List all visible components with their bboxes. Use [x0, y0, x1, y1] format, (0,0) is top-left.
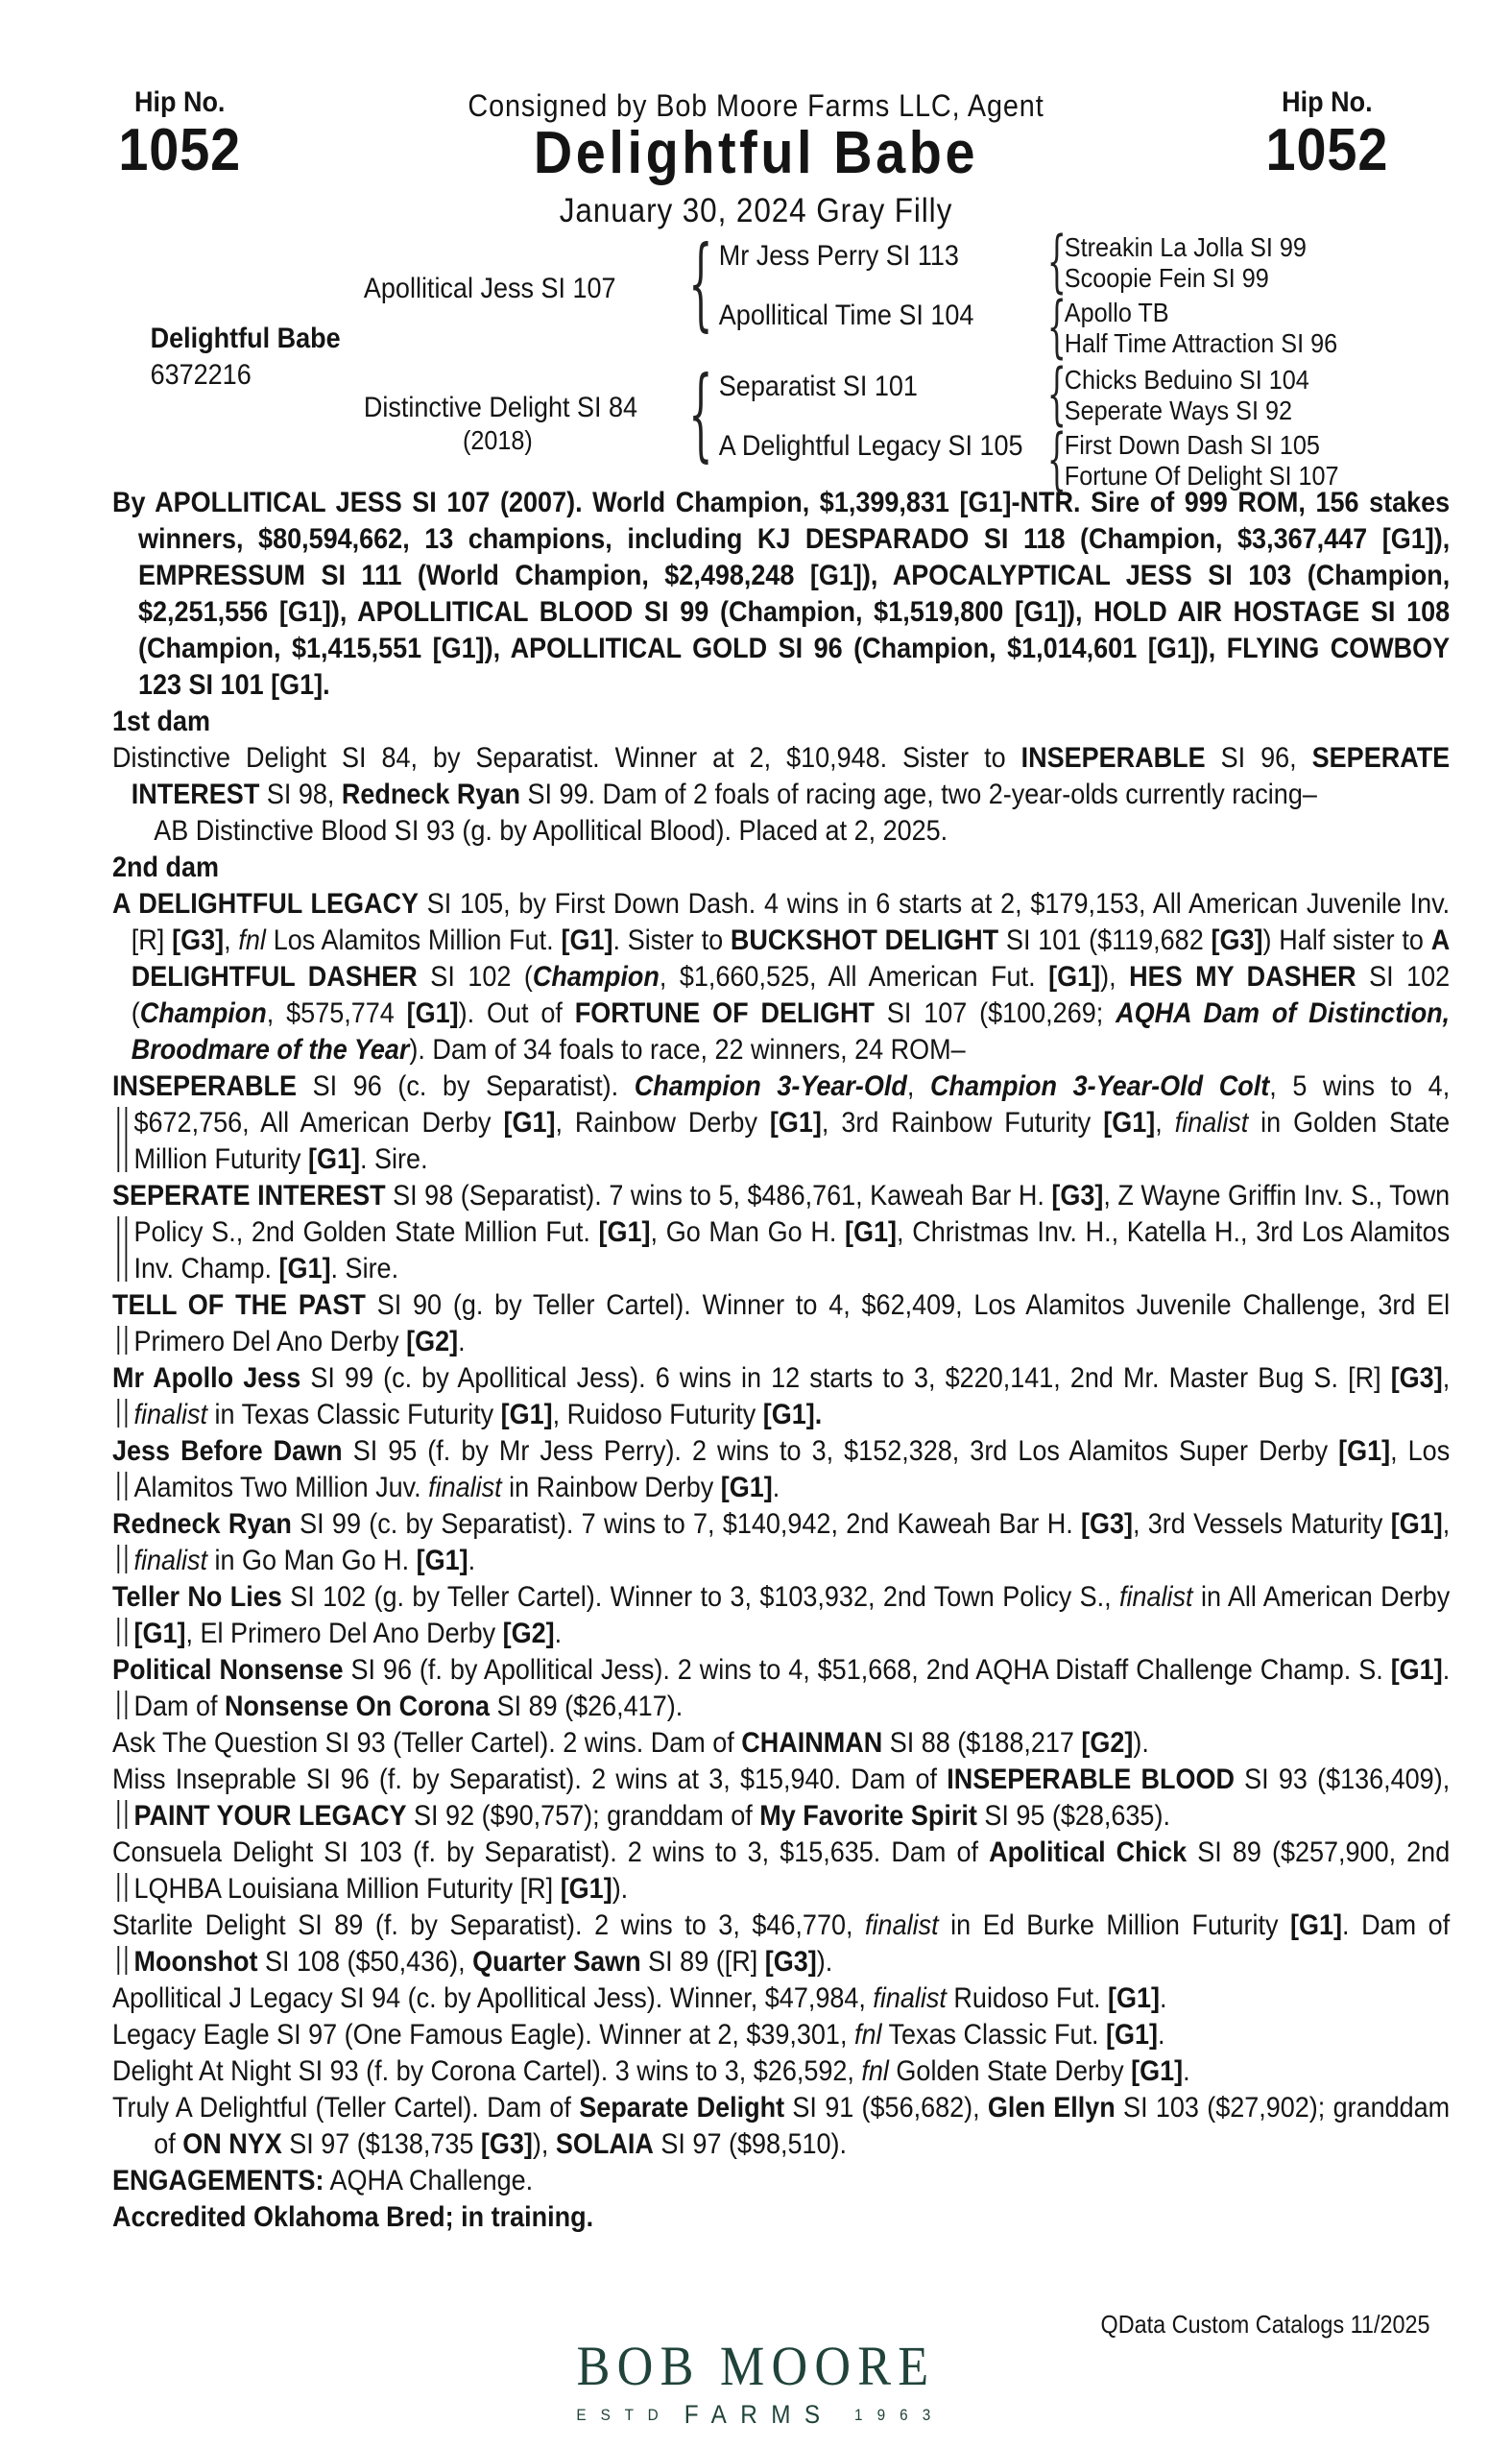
hip-label: Hip No.: [1282, 86, 1373, 118]
hip-number: 1052: [1265, 117, 1389, 183]
horse-name-title: Delightful Babe: [533, 120, 979, 186]
first-dam-heading: 1st dam: [112, 706, 211, 737]
pedigree-dam-dam: A Delightful Legacy SI 105: [718, 430, 1023, 462]
pedigree-dam-year: (2018): [462, 425, 533, 455]
first-dam-paragraph: Distinctive Delight SI 84, by Separatist. Winner at 2, $10,948. Sister to INSEPERABLE SI 96, SEPERATE INTEREST SI 98, Redneck Ryan SI 99. Dam of 2 foals of racing age, two 2-year-olds currently racing–: [112, 742, 1451, 810]
produce-record: INSEPERABLE SI 96 (c. by Separatist). Champion 3-Year-Old, Champion 3-Year-Old Colt, 5 wins to 4, $672,756, All American Derby [G1], Rainbow Derby [G1], 3rd Rainbow Futurity [G1], finalist in Golden State Million Futurity [G1]. Sire.: [112, 1068, 1450, 1178]
pedigree-dam-sire: Separatist SI 101: [718, 371, 918, 402]
pedigree-gen3-entry: Apollo TB: [1064, 298, 1169, 327]
second-dam-heading: 2nd dam: [112, 852, 220, 883]
pedigree-gen3-entry: Seperate Ways SI 92: [1064, 396, 1292, 425]
produce-record: SEPERATE INTEREST SI 98 (Separatist). 7 wins to 5, $486,761, Kaweah Bar H. [G3], Z Wayne Griffin Inv. S., Town Policy S., 2nd Golden State Million Fut. [G1], Go Man Go H. [G1], Christmas Inv. H., Katella H., 3rd Los Alamitos Inv. Champ. [G1]. Sire.: [112, 1178, 1450, 1287]
header-and-pedigree: [0, 0, 1512, 498]
produce-record: Ask The Question SI 93 (Teller Cartel). 2 wins. Dam of CHAINMAN SI 88 ($188,217 [G2]).: [112, 1725, 1450, 1762]
first-dam-foal-line: AB Distinctive Blood SI 93 (g. by Apollitical Blood). Placed at 2, 2025.: [154, 815, 948, 847]
pedigree-gen3-entry: First Down Dash SI 105: [1064, 430, 1320, 460]
foal-info-line: January 30, 2024 Gray Filly: [559, 192, 953, 229]
hip-label: Hip No.: [133, 86, 226, 118]
sire-summary-paragraph: By APOLLITICAL JESS SI 107 (2007). World Champion, $1,399,831 [G1]-NTR. Sire of 999 ROM, 156 stakes winners, $80,594,662, 13 champions, including KJ DESPARADO SI 118 (Champion, $3,367,447 [G1]), EMPRESSUM SI 111 (World Champion, $2,498,248 [G1]), APOCALYPTICAL JESS SI 103 (Champion, $2,251,556 [G1]), APOLLITICAL BLOOD SI 99 (Champion, $1,519,800 [G1]), HOLD AIR HOSTAGE SI 108 (Champion, $1,415,551 [G1]), APOLLITICAL GOLD SI 96 (Champion, $1,014,601 [G1]), FLYING COWBOY 123 SI 101 [G1].: [112, 487, 1451, 701]
consignor-line: Consigned by Bob Moore Farms LLC, Agent: [468, 88, 1044, 123]
catalog-body: [0, 485, 1512, 2236]
catalog-credit: QData Custom Catalogs 11/2025: [1100, 2310, 1430, 2339]
farm-logo-estd: E S T D: [576, 2405, 664, 2424]
produce-record: Apollitical J Legacy SI 94 (c. by Apollitical Jess). Winner, $47,984, finalist Ruidoso Fut. [G1].: [112, 1980, 1450, 2017]
pedigree-gen3-entry: Chicks Beduino SI 104: [1064, 365, 1309, 395]
registration-number: 6372216: [150, 359, 252, 391]
produce-record: Political Nonsense SI 96 (f. by Apollitical Jess). 2 wins to 4, $51,668, 2nd AQHA Distaff Challenge Champ. S. [G1]. Dam of Nonsense On Corona SI 89 ($26,417).: [112, 1652, 1450, 1725]
farm-logo-subline: [0, 2400, 1512, 2430]
pedigree-sire-dam: Apollitical Time SI 104: [718, 300, 974, 331]
farm-logo-year: 1 9 6 3: [854, 2405, 936, 2424]
second-dam-paragraph: A DELIGHTFUL LEGACY SI 105, by First Down Dash. 4 wins in 6 starts at 2, $179,153, All American Juvenile Inv. [R] [G3], fnl Los Alamitos Million Fut. [G1]. Sister to BUCKSHOT DELIGHT SI 101 ($119,682 [G3]) Half sister to A DELIGHTFUL DASHER SI 102 (Champion, $1,660,525, All American Fut. [G1]), HES MY DASHER SI 102 (Champion, $575,774 [G1]). Out of FORTUNE OF DELIGHT SI 107 ($100,269; AQHA Dam of Distinction, Broodmare of the Year). Dam of 34 foals to race, 22 winners, 24 ROM–: [112, 888, 1451, 1066]
pedigree-brace-icon: {: [1046, 420, 1067, 498]
pedigree-brace-icon: {: [688, 225, 713, 342]
produce-record: TELL OF THE PAST SI 90 (g. by Teller Cartel). Winner to 4, $62,409, Los Alamitos Juvenile Challenge, 3rd El Primero Del Ano Derby [G2].: [112, 1287, 1450, 1360]
produce-record: Miss Inseprable SI 96 (f. by Separatist). 2 wins at 3, $15,940. Dam of INSEPERABLE BLOOD SI 93 ($136,409), PAINT YOUR LEGACY SI 92 ($90,757); granddam of My Favorite Spirit SI 95 ($28,635).: [112, 1762, 1450, 1835]
accredited-line: Accredited Oklahoma Bred; in training.: [112, 2201, 594, 2233]
pedigree-gen3-entry: Half Time Attraction SI 96: [1064, 328, 1338, 358]
pedigree-sire-sire: Mr Jess Perry SI 113: [718, 240, 959, 272]
pedigree-gen3-entry: Fortune Of Delight SI 107: [1064, 461, 1339, 491]
produce-record: Jess Before Dawn SI 95 (f. by Mr Jess Perry). 2 wins to 3, $152,328, 3rd Los Alamitos Super Derby [G1], Los Alamitos Two Million Juv. finalist in Rainbow Derby [G1].: [112, 1433, 1450, 1506]
hip-number: 1052: [118, 117, 242, 183]
farm-logo-farms: FARMS: [684, 2400, 834, 2429]
produce-record: Mr Apollo Jess SI 99 (c. by Apollitical Jess). 6 wins in 12 starts to 3, $220,141, 2nd Mr. Master Bug S. [R] [G3], finalist in Texas Classic Futurity [G1], Ruidoso Futurity [G1].: [112, 1360, 1450, 1433]
pedigree-brace-icon: {: [688, 355, 713, 472]
pedigree-gen3-entry: Streakin La Jolla SI 99: [1064, 232, 1307, 262]
pedigree-brace-icon: {: [1046, 287, 1067, 366]
pedigree-horse-name: Delightful Babe: [150, 323, 341, 354]
pedigree-dam: Distinctive Delight SI 84: [363, 392, 638, 423]
engagements-label: ENGAGEMENTS:: [112, 2165, 324, 2196]
pedigree-brace-icon: {: [1046, 354, 1067, 433]
produce-record: Delight At Night SI 93 (f. by Corona Cartel). 3 wins to 3, $26,592, fnl Golden State Derby [G1].: [112, 2053, 1450, 2090]
farm-logo: [0, 2335, 1512, 2430]
produce-record: Teller No Lies SI 102 (g. by Teller Cartel). Winner to 3, $103,932, 2nd Town Policy S., finalist in All American Derby [G1], El Primero Del Ano Derby [G2].: [112, 1579, 1450, 1652]
produce-record: Starlite Delight SI 89 (f. by Separatist). 2 wins to 3, $46,770, finalist in Ed Burke Million Futurity [G1]. Dam of Moonshot SI 108 ($50,436), Quarter Sawn SI 89 ([R] [G3]).: [112, 1908, 1450, 1980]
produce-record: Truly A Delightful (Teller Cartel). Dam of Separate Delight SI 91 ($56,682), Glen Ellyn SI 103 ($27,902); granddam of ON NYX SI 97 ($138,735 [G3]), SOLAIA SI 97 ($98,510).: [112, 2092, 1451, 2160]
engagements-line: [112, 2163, 1450, 2199]
pedigree-brace-icon: {: [1046, 222, 1067, 300]
farm-logo-name: BOB MOORE: [576, 2335, 936, 2397]
produce-record: Consuela Delight SI 103 (f. by Separatist). 2 wins to 3, $15,635. Dam of Apolitical Chick SI 89 ($257,900, 2nd LQHBA Louisiana Million Futurity [R] [G1]).: [112, 1835, 1450, 1908]
pedigree-gen3-entry: Scoopie Fein SI 99: [1064, 263, 1269, 293]
produce-record: Redneck Ryan SI 99 (c. by Separatist). 7 wins to 7, $140,942, 2nd Kaweah Bar H. [G3], 3rd Vessels Maturity [G1], finalist in Go Man Go H. [G1].: [112, 1506, 1450, 1579]
produce-record: Legacy Eagle SI 97 (One Famous Eagle). Winner at 2, $39,301, fnl Texas Classic Fut. [G1].: [112, 2017, 1450, 2053]
pedigree-sire: Apollitical Jess SI 107: [363, 273, 616, 304]
engagements-text: AQHA Challenge.: [324, 2165, 534, 2196]
